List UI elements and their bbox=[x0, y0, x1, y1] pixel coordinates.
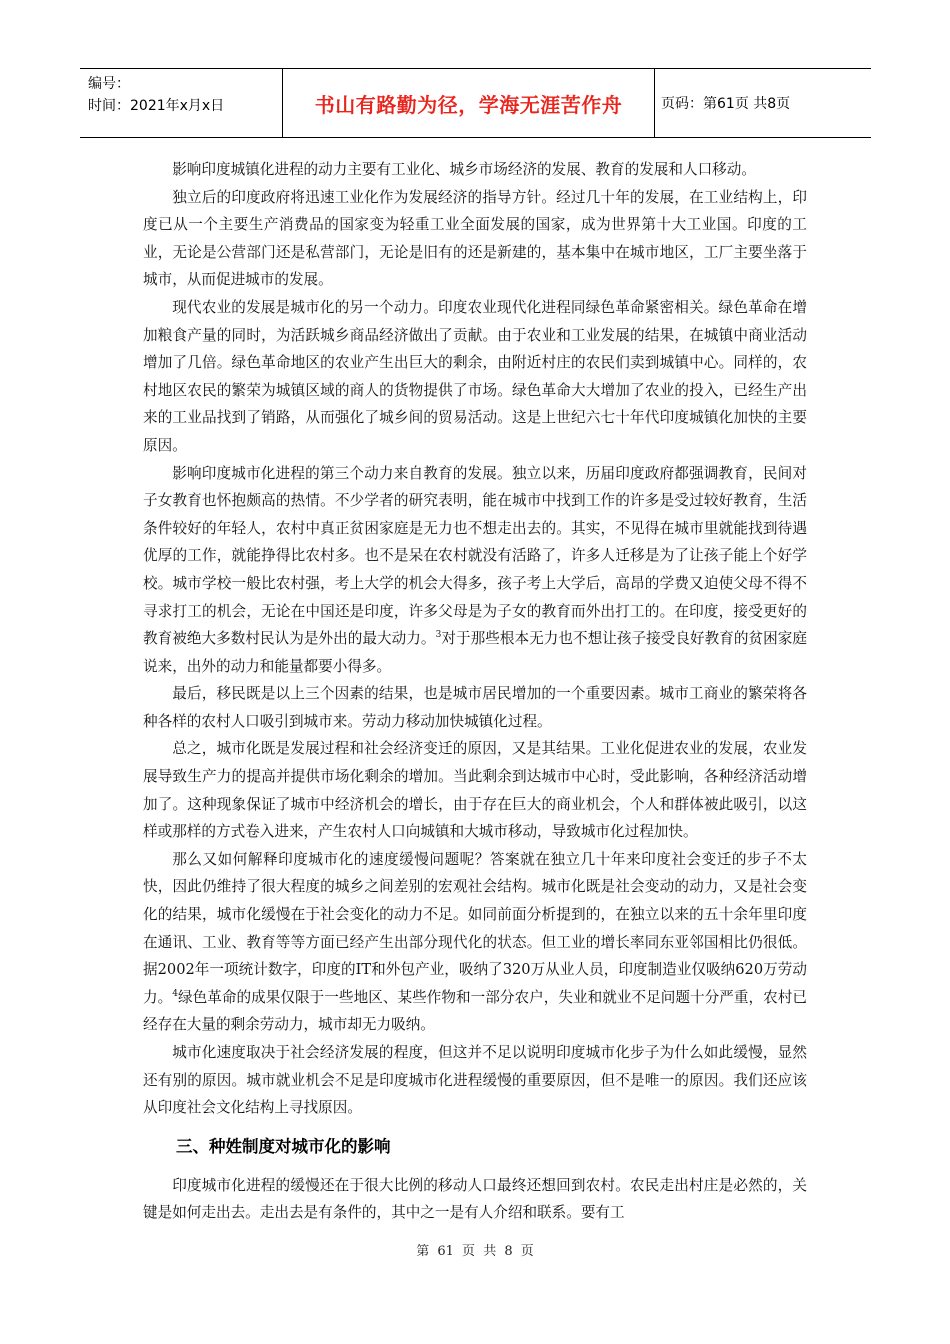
footnote-marker[interactable]: 4 bbox=[172, 988, 178, 999]
header-page-info: 页码：第61页 共8页 bbox=[661, 96, 791, 112]
body-paragraph bbox=[143, 846, 807, 1039]
header-meta bbox=[80, 69, 283, 137]
body-paragraph: 现代农业的发展是城市化的另一个动力。印度农业现代化进程同绿色革命紧密相关。绿色革命在增加粮食产量的同时，为活跃城乡商品经济做出了贡献。由于农业和工业发展的结果，在城镇中商业活动增加了几倍。绿色革命地区的农业产生出巨大的剩余，由附近村庄的农民们卖到城镇中心。同样的，农村地区农民的繁荣为城镇区域的商人的货物提供了市场。绿色革命大大增加了农业的投入，已经生产出来的工业品找到了销路，从而强化了城乡间的贸易活动。这是上世纪六七十年代印度城镇化加快的主要原因。 bbox=[143, 298, 807, 454]
paragraph-text: 绿色革命的成果仅限于一些地区、某些作物和一部分农户，失业和就业不足问题十分严重，农村已经存在大量的剩余劳动力，城市却无力吸纳。 bbox=[143, 988, 807, 1034]
body-paragraph: 总之，城市化既是发展过程和社会经济变迁的原因，又是其结果。工业化促进农业的发展，农业发展导致生产力的提高并提供市场化剩余的增加。当此剩余到达城市中心时，受此影响，各种经济活动增加了。这种现象保证了城市中经济机会的增长，由于存在巨大的商业机会，个人和群体被此吸引，以这样或那样的方式卷入进来，产生农村人口向城镇和大城市移动，导致城市化过程加快。 bbox=[143, 740, 807, 841]
paragraph-text: 那么又如何解释印度城市化的速度缓慢问题呢？答案就在独立几十年来印度社会变迁的步子不太快，因此仍维持了很大程度的城乡之间差别的宏观社会结构。城市化既是社会变动的动力，又是社会变化的结果，城市化缓慢在于社会变化的动力不足。如同前面分析提到的，在独立以来的五十余年里印度在通讯、工业、教育等等方面已经产生出部分现代化的状态。但工业的增长率同东亚邻国相比仍很低。据2002年一项统计数字，印度的IT和外包产业，吸纳了320万从业人员，印度制造业仅吸纳620万劳动力。 bbox=[143, 850, 807, 1006]
document-body bbox=[143, 156, 807, 1227]
body-paragraph bbox=[143, 460, 807, 681]
paragraph-text: 对于那些根本无力也不想让孩子接受良好教育的贫困家庭说来，出外的动力和能量都要小得多。 bbox=[143, 630, 807, 675]
body-paragraph: 印度城市化进程的缓慢还在于很大比例的移动人口最终还想回到农村。农民走出村庄是必然的，关键是如何走出去。走出去是有条件的，其中之一是有人介绍和联系。要有工 bbox=[143, 1176, 807, 1222]
page-footer: 第 61 页 共 8 页 bbox=[416, 1244, 534, 1259]
document-number-label: 编号： bbox=[88, 76, 130, 92]
body-paragraph: 城市化速度取决于社会经济发展的程度，但这并不足以说明印度城市化步子为什么如此缓慢，显然还有别的原因。城市就业机会不足是印度城市化进程缓慢的重要原因，但不是唯一的原因。我们还应该从印度社会文化结构上寻找原因。 bbox=[143, 1044, 807, 1117]
body-paragraph: 独立后的印度政府将迅速工业化作为发展经济的指导方针。经过几十年的发展，在工业结构上，印度已从一个主要生产消费品的国家变为轻重工业全面发展的国家，成为世界第十大工业国。印度的工业，无论是公营部门还是私营部门，无论是旧有的还是新建的，基本集中在城市地区，工厂主要坐落于城市，从而促进城市的发展。 bbox=[143, 188, 807, 289]
body-paragraph: 影响印度城镇化进程的动力主要有工业化、城乡市场经济的发展、教育的发展和人口移动。 bbox=[172, 161, 756, 178]
header-motto: 书山有路勤为径，学海无涯苦作舟 bbox=[283, 69, 655, 137]
paragraph-text: 影响印度城市化进程的第三个动力来自教育的发展。独立以来，历届印度政府都强调教育，民间对子女教育也怀抱颇高的热情。不少学者的研究表明，能在城市中找到工作的许多是受过较好教育，生活条件较好的年轻人，农村中真正贫困家庭是无力也不想走出去的。其实，不见得在城市里就能找到待遇优厚的工作，就能挣得比农村多。也不是呆在农村就没有活路了，许多人迁移是为了让孩子能上个好学校。城市学校一般比农村强，考上大学的机会大得多，孩子考上大学后，高昂的学费又迫使父母不得不寻求打工的机会，无论在中国还是印度，许多父母是为子女的教育而外出打工的。在印度，接受更好的教育被绝大多数村民认为是外出的最大动力。 bbox=[143, 464, 807, 648]
footnote-marker[interactable]: 3 bbox=[435, 630, 442, 641]
section-heading: 三、种姓制度对城市化的影响 bbox=[176, 1136, 391, 1156]
body-paragraph: 最后，移民既是以上三个因素的结果，也是城市居民增加的一个重要因素。城市工商业的繁荣将各种各样的农村人口吸引到城市来。劳动力移动加快城镇化过程。 bbox=[143, 685, 807, 730]
document-time-label: 时间：2021年x月x日 bbox=[88, 98, 225, 114]
page-header bbox=[80, 68, 871, 138]
